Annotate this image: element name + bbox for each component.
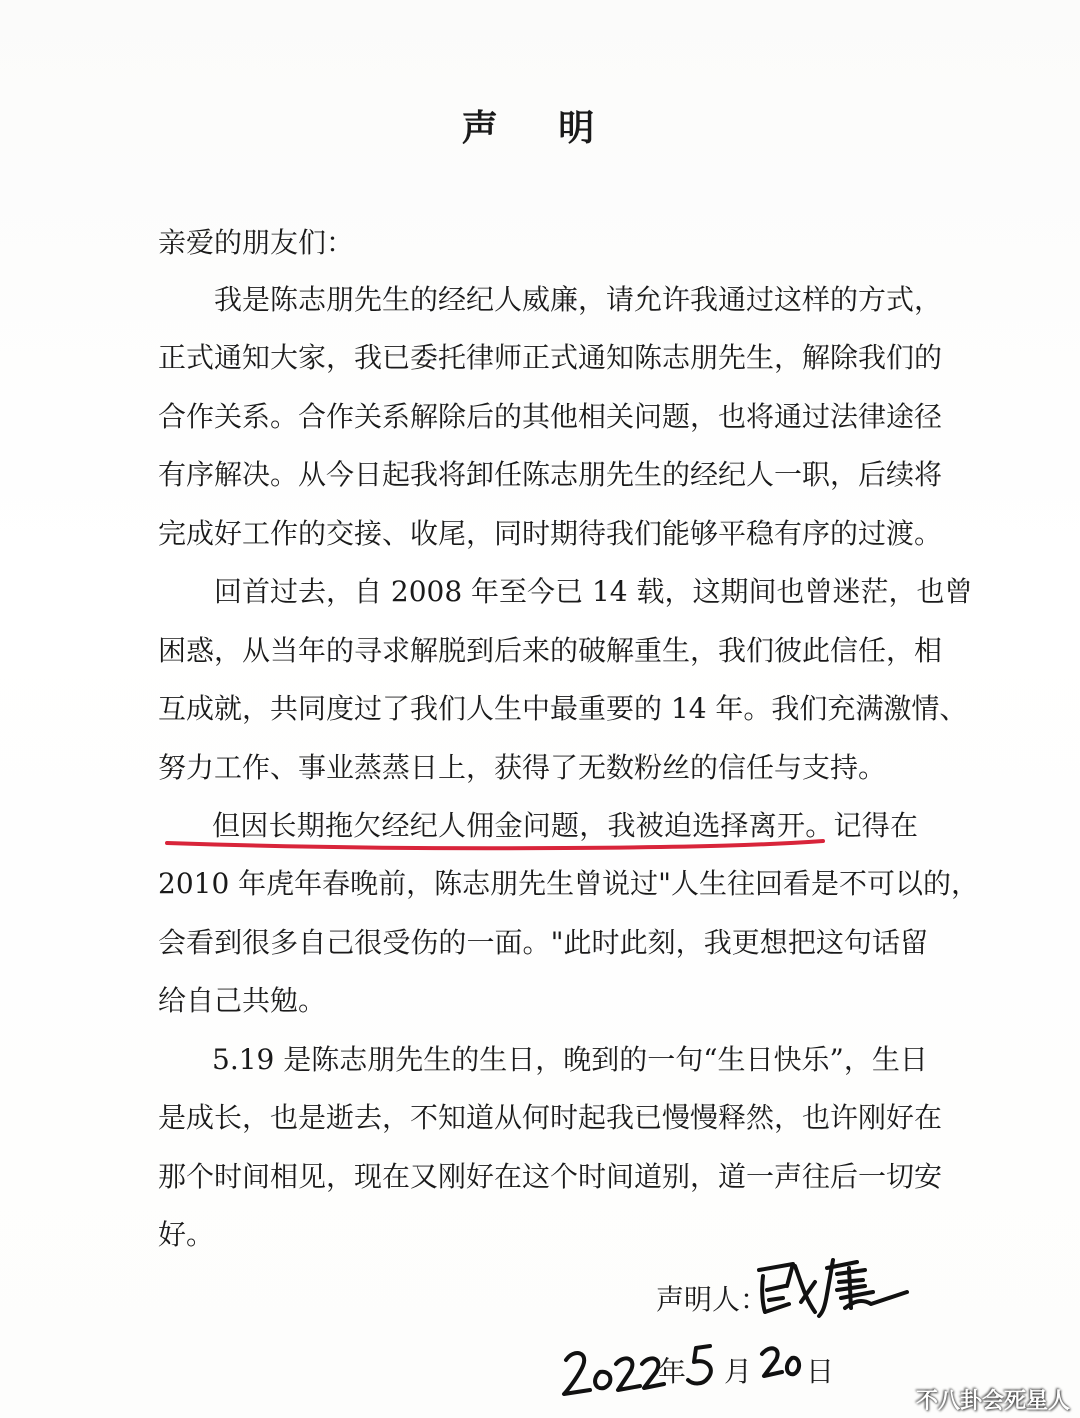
document-title: 声 明 [461, 107, 619, 149]
body-line-4: 有序解决。从今日起我将卸任陈志朋先生的经纪人一职，后续将 [158, 458, 943, 491]
body-line-8: 互成就，共同度过了我们人生中最重要的 14 年。我们充满激情、 [158, 692, 968, 725]
body-line-13: 给自己共勉。 [158, 984, 327, 1017]
body-line-1: 我是陈志朋先生的经纪人威廉，请允许我通过这样的方式， [214, 283, 943, 316]
body-line-15: 是成长，也是逝去，不知道从何时起我已慢慢释然，也许刚好在 [158, 1101, 943, 1134]
date-year-unit: 年 [658, 1355, 687, 1388]
body-line-11: 2010 年虎年春晚前，陈志朋先生曾说过"人生往回看是不可以的， [158, 867, 980, 900]
signer-label: 声明人： [656, 1283, 769, 1316]
date-month-unit: 月 [724, 1355, 753, 1388]
body-line-9: 努力工作、事业蒸蒸日上，获得了无数粉丝的信任与支持。 [158, 751, 887, 784]
body-line-14: 5.19 是陈志朋先生的生日，晚到的一句“生日快乐”，生日 [212, 1043, 928, 1076]
body-line-7: 困惑，从当年的寻求解脱到后来的破解重生，我们彼此信任，相 [158, 634, 943, 667]
body-line-5: 完成好工作的交接、收尾，同时期待我们能够平稳有序的过渡。 [158, 517, 943, 550]
body-line-3: 合作关系。合作关系解除后的其他相关问题，也将通过法律途径 [158, 400, 943, 433]
salutation: 亲爱的朋友们： [158, 226, 355, 259]
red-underline-mark [165, 838, 825, 852]
body-line-10: 但因长期拖欠经纪人佣金问题，我被迫选择离开。记得在 [212, 809, 918, 842]
handwritten-signature [753, 1252, 913, 1322]
body-line-17: 好。 [158, 1218, 215, 1251]
date-day-unit: 日 [806, 1355, 835, 1388]
body-line-12: 会看到很多自己很受伤的一面。"此时此刻，我更想把这句话留 [158, 926, 928, 959]
body-line-6: 回首过去，自 2008 年至今已 14 载，这期间也曾迷茫，也曾 [214, 575, 973, 608]
body-line-16: 那个时间相见，现在又刚好在这个时间道别，道一声往后一切安 [158, 1160, 943, 1193]
body-line-2: 正式通知大家，我已委托律师正式通知陈志朋先生，解除我们的 [158, 341, 943, 374]
handwritten-date [560, 1338, 860, 1398]
watermark: 不八卦会死星人 [915, 1389, 1070, 1414]
